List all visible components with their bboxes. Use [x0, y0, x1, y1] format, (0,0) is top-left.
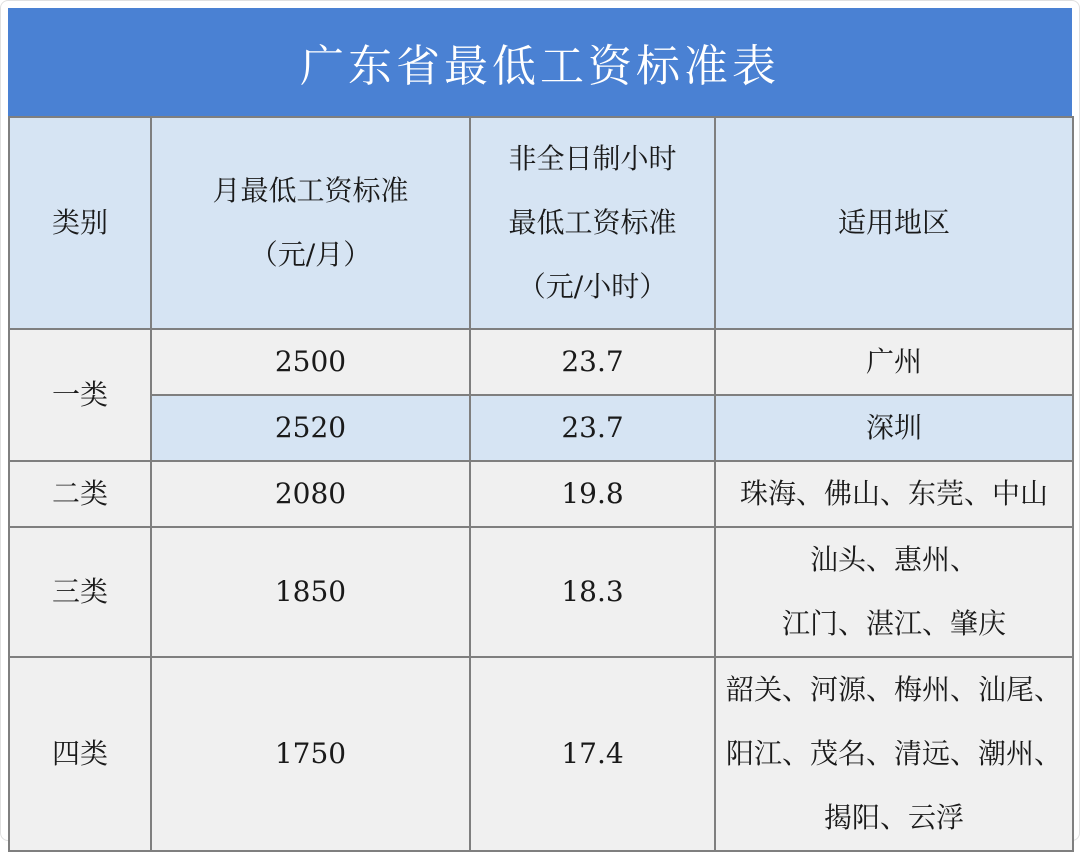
hourly-value: 23.7	[561, 345, 624, 378]
hourly-value: 19.8	[561, 477, 624, 510]
monthly-value: 2500	[274, 345, 347, 378]
hourly-value: 18.3	[561, 575, 624, 608]
header-hourly-line2: 最低工资标准	[508, 206, 677, 239]
region-value: 深圳	[865, 411, 922, 444]
table-row-class1-guangzhou	[9, 329, 1073, 395]
region-line: 揭阳、云浮	[823, 801, 964, 834]
cell-region-class3	[715, 527, 1073, 657]
hourly-value: 23.7	[561, 411, 624, 444]
region-line: 韶关、河源、梅州、汕尾、	[725, 673, 1062, 706]
header-hourly-line3: （元/小时）	[517, 270, 668, 303]
category-label: 三类	[51, 575, 108, 608]
header-monthly-line2: （元/月）	[249, 238, 372, 271]
cell-monthly-class3	[151, 527, 470, 657]
table-title-banner	[8, 8, 1072, 116]
cell-monthly-class1-a	[151, 329, 470, 395]
table-row-class2	[9, 461, 1073, 527]
table-row-class1-shenzhen	[9, 395, 1073, 461]
cell-hourly-class1-b	[470, 395, 715, 461]
header-cell-category	[9, 117, 151, 329]
cell-region-class1-b	[715, 395, 1073, 461]
cell-category-class2	[9, 461, 151, 527]
cell-region-class1-a	[715, 329, 1073, 395]
region-line: 阳江、茂名、清远、潮州、	[725, 737, 1062, 770]
monthly-value: 1850	[274, 575, 347, 608]
table-row-class3	[9, 527, 1073, 657]
cell-region-class2	[715, 461, 1073, 527]
cell-monthly-class1-b	[151, 395, 470, 461]
hourly-value: 17.4	[561, 737, 624, 770]
category-label: 四类	[51, 737, 108, 770]
header-category-label: 类别	[51, 206, 108, 239]
header-cell-hourly	[470, 117, 715, 329]
cell-category-class1	[9, 329, 151, 461]
page-title: 广东省最低工资标准表	[300, 41, 780, 92]
region-value: 广州	[865, 345, 922, 378]
table-row-class4	[9, 657, 1073, 851]
monthly-value: 2520	[274, 411, 347, 444]
monthly-value: 2080	[274, 477, 347, 510]
header-cell-region	[715, 117, 1073, 329]
region-line: 汕头、惠州、	[809, 543, 978, 576]
header-region-label: 适用地区	[837, 206, 950, 239]
region-value: 珠海、佛山、东莞、中山	[739, 477, 1048, 510]
header-cell-monthly	[151, 117, 470, 329]
header-row	[9, 117, 1073, 329]
cell-region-class4	[715, 657, 1073, 851]
header-monthly-line1: 月最低工资标准	[212, 174, 409, 207]
region-line: 江门、湛江、肇庆	[781, 607, 1006, 640]
cell-hourly-class3	[470, 527, 715, 657]
cell-monthly-class2	[151, 461, 470, 527]
cell-monthly-class4	[151, 657, 470, 851]
header-hourly-line1: 非全日制小时	[508, 142, 677, 175]
cell-hourly-class1-a	[470, 329, 715, 395]
category-label: 一类	[51, 378, 108, 411]
cell-hourly-class2	[470, 461, 715, 527]
minimum-wage-table	[8, 116, 1074, 852]
cell-category-class4	[9, 657, 151, 851]
cell-hourly-class4	[470, 657, 715, 851]
monthly-value: 1750	[274, 737, 347, 770]
category-label: 二类	[51, 477, 108, 510]
cell-category-class3	[9, 527, 151, 657]
